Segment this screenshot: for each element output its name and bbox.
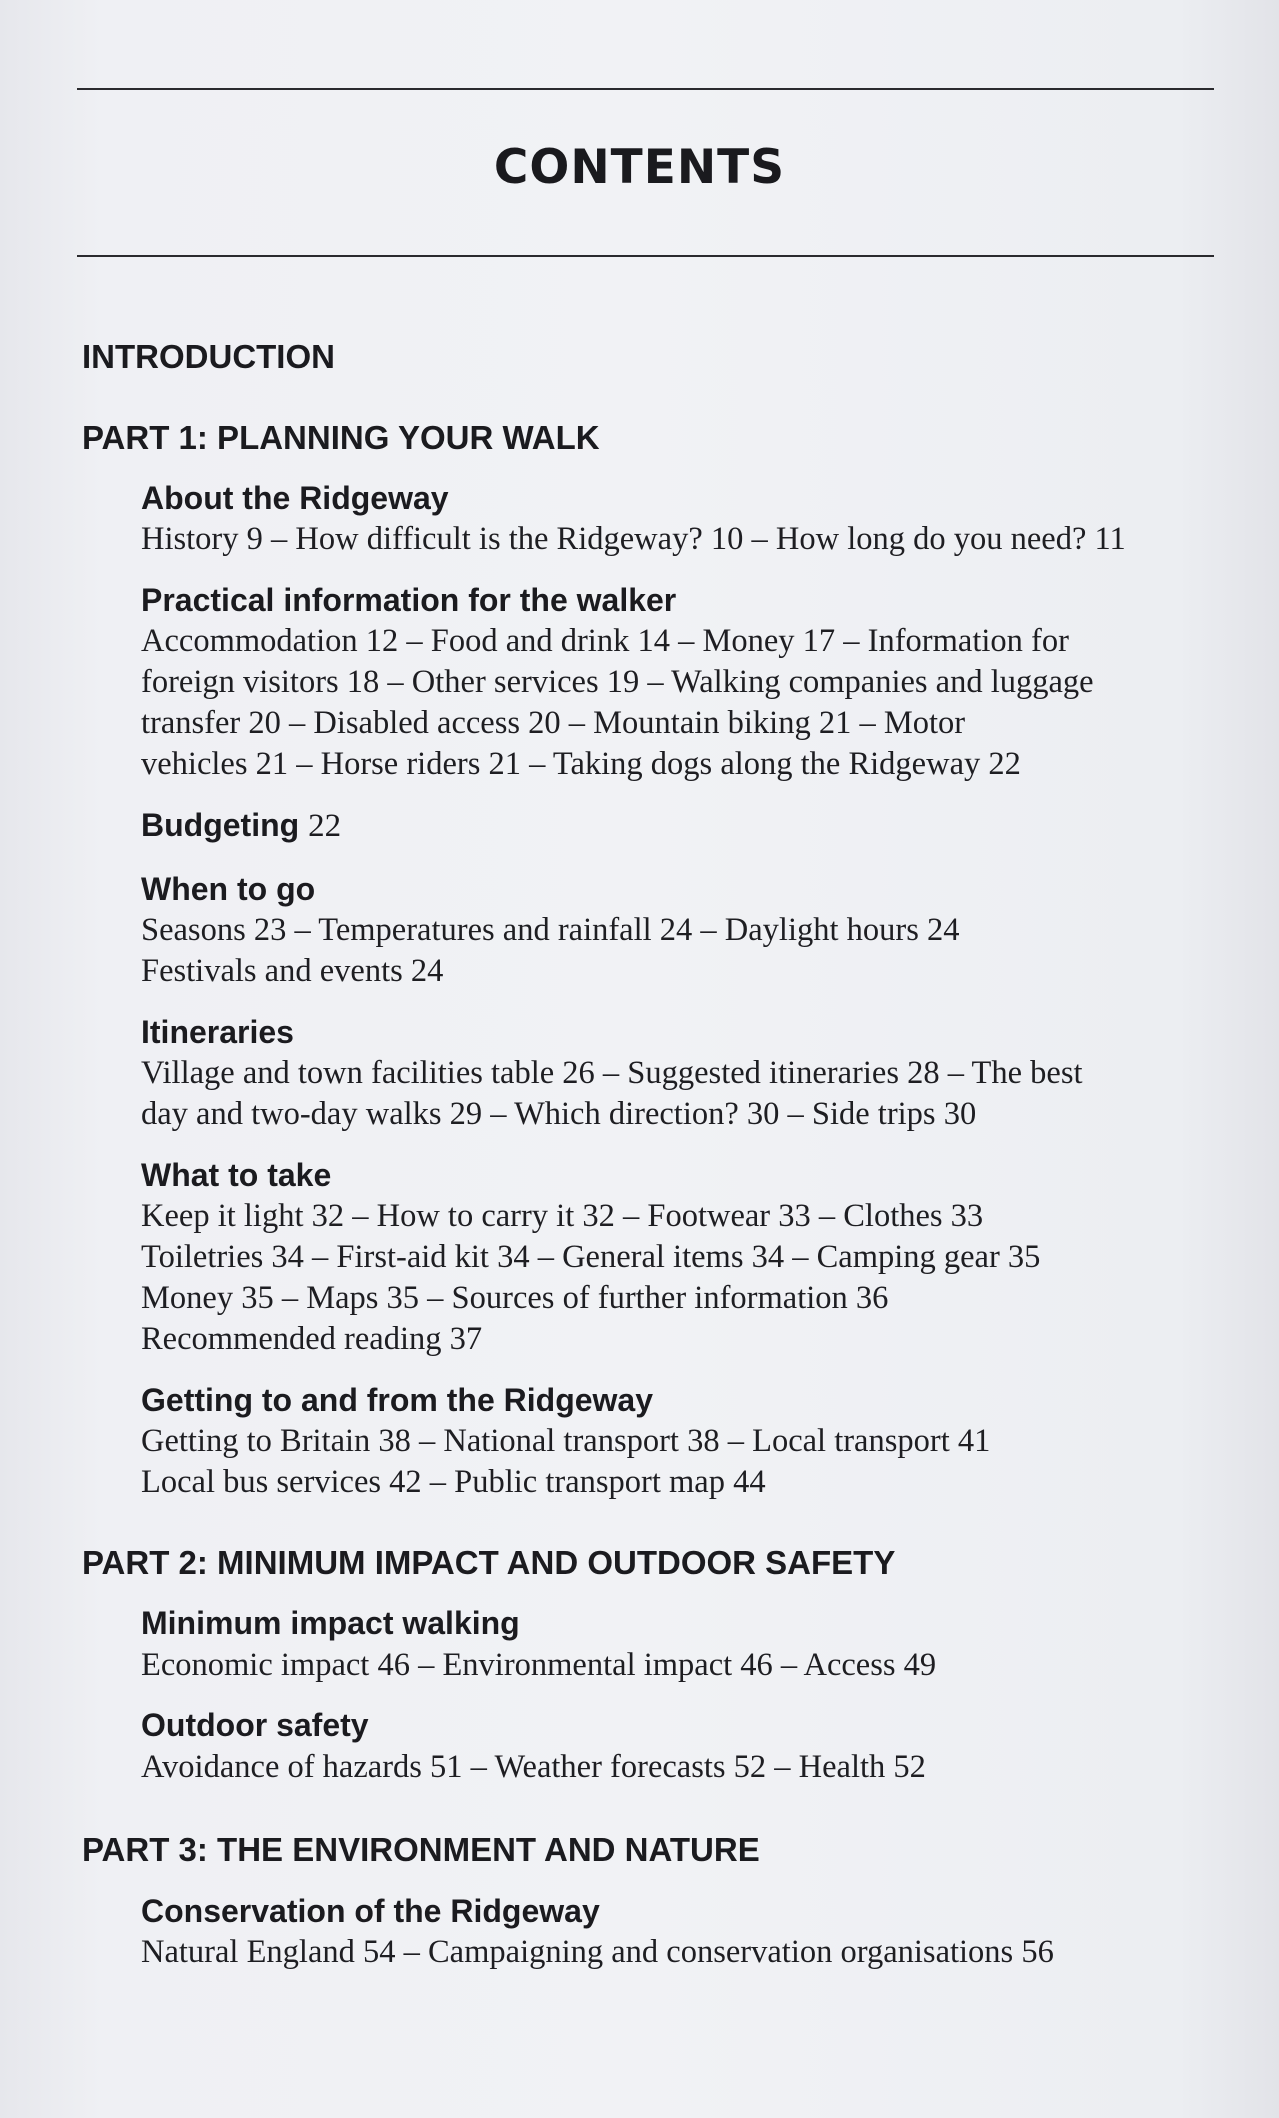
section-line: Recommended reading 37 [141, 1321, 483, 1357]
section-page-number: 22 [308, 808, 342, 844]
section-line: foreign visitors 18 – Other services 19 – Walking companies and luggage [141, 664, 1094, 700]
section-heading: Getting to and from the Ridgeway [141, 1382, 654, 1418]
section-line: Local bus services 42 – Public transport map 44 [141, 1464, 766, 1500]
section-line: Natural England 54 – Campaigning and conservation organisations 56 [141, 1934, 1054, 1970]
section-heading: Conservation of the Ridgeway [141, 1893, 600, 1929]
section-line: Keep it light 32 – How to carry it 32 – Footwear 33 – Clothes 33 [141, 1198, 984, 1234]
section-line: Accommodation 12 – Food and drink 14 – Money 17 – Information for [141, 623, 1069, 659]
section-heading [141, 809, 341, 843]
section-line: transfer 20 – Disabled access 20 – Mountain biking 21 – Motor [141, 705, 966, 741]
section-heading: About the Ridgeway [141, 480, 449, 516]
bottom-rule [77, 255, 1214, 257]
section-heading: When to go [141, 871, 316, 907]
section-heading: What to take [141, 1157, 332, 1193]
section-line: Seasons 23 – Temperatures and rainfall 24 – Daylight hours 24 [141, 912, 960, 948]
section-line: Toiletries 34 – First-aid kit 34 – General items 34 – Camping gear 35 [141, 1239, 1041, 1275]
top-rule [77, 88, 1214, 90]
part-1-title: PART 1: PLANNING YOUR WALK [82, 419, 600, 456]
section-line: Money 35 – Maps 35 – Sources of further information 36 [141, 1280, 889, 1316]
section-line: vehicles 21 – Horse riders 21 – Taking dogs along the Ridgeway 22 [141, 746, 1021, 782]
section-heading: Outdoor safety [141, 1707, 369, 1743]
part-3-title: PART 3: THE ENVIRONMENT AND NATURE [82, 1831, 760, 1868]
section-heading-label: Budgeting [141, 807, 300, 843]
section-heading: Minimum impact walking [141, 1605, 520, 1641]
section-line: day and two-day walks 29 – Which direction? 30 – Side trips 30 [141, 1096, 977, 1132]
section-heading: Practical information for the walker [141, 582, 677, 618]
part-2-title: PART 2: MINIMUM IMPACT AND OUTDOOR SAFETY [82, 1544, 896, 1581]
page-title: CONTENTS [493, 140, 786, 195]
section-line: History 9 – How difficult is the Ridgeway? 10 – How long do you need? 11 [141, 521, 1126, 557]
section-line: Getting to Britain 38 – National transport 38 – Local transport 41 [141, 1423, 991, 1459]
section-heading: Itineraries [141, 1014, 294, 1050]
section-line: Festivals and events 24 [141, 953, 444, 989]
introduction-heading: INTRODUCTION [82, 338, 335, 375]
section-line: Avoidance of hazards 51 – Weather forecasts 52 – Health 52 [141, 1749, 926, 1785]
section-line: Economic impact 46 – Environmental impact 46 – Access 49 [141, 1647, 937, 1683]
section-line: Village and town facilities table 26 – Suggested itineraries 28 – The best [141, 1055, 1083, 1091]
